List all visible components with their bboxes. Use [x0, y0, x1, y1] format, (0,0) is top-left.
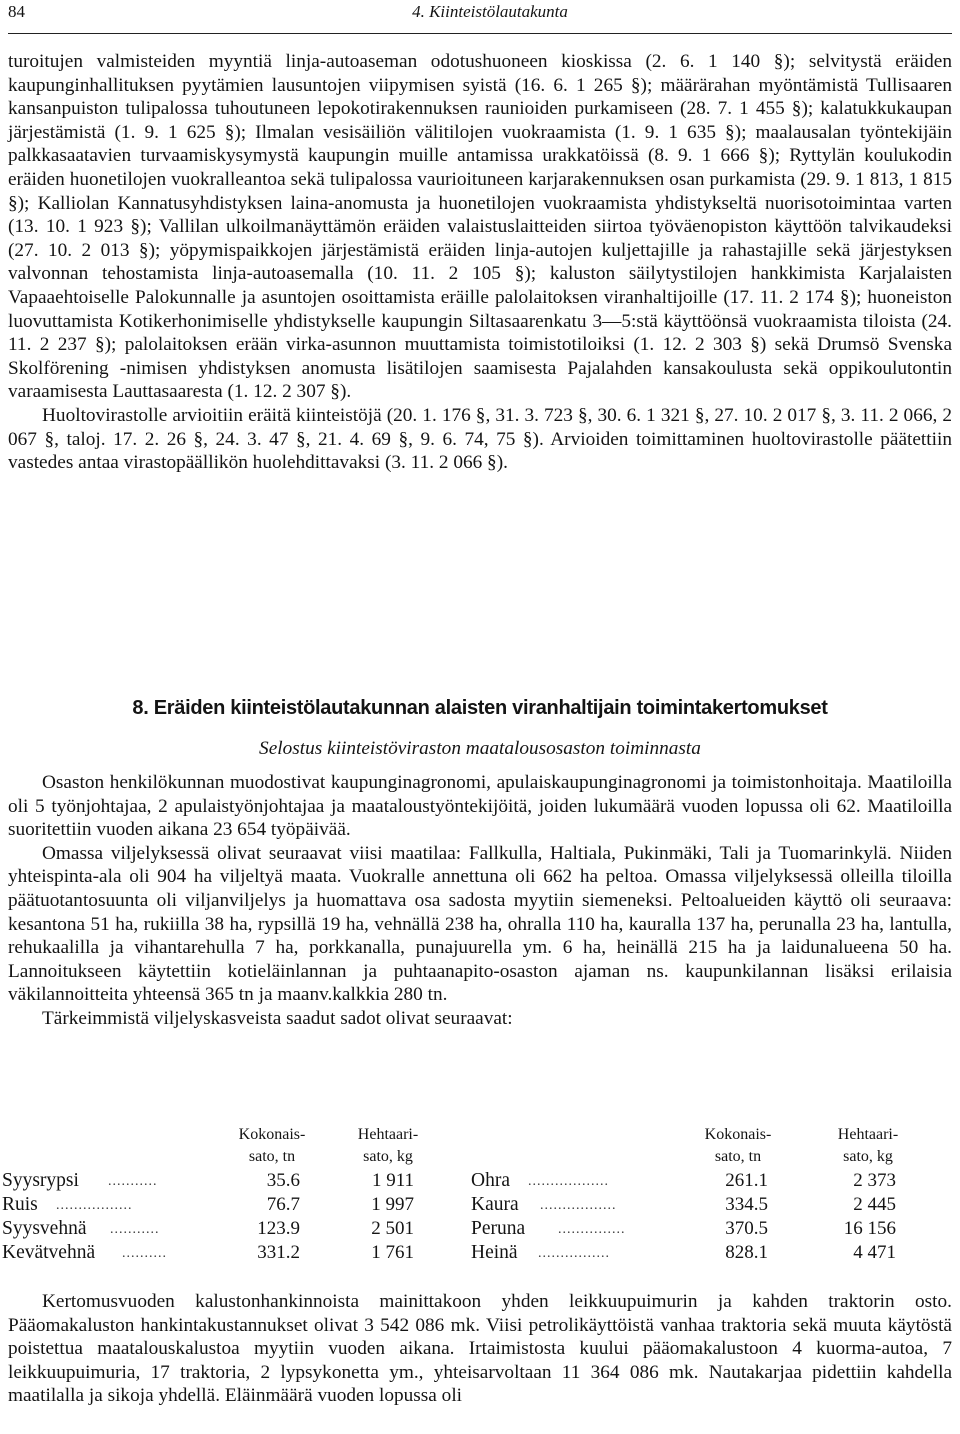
page-header — [8, 2, 952, 32]
header-rule — [8, 33, 952, 34]
body-text-mid — [8, 771, 952, 1031]
table-row: Kevätvehnä .......... 331.2 1 761 Heinä ................ 828.1 4 471 — [2, 1242, 896, 1263]
column-header-total-right: Kokonais- sato, tn — [704, 1126, 772, 1165]
page-number: 84 — [8, 2, 25, 21]
paragraph: Kertomusvuoden kalustonhankinnoista mainittakoon yhden leikkuupuimurin ja kahden traktorin osto. Pääomakaluston hankintakustannukset olivat 3 542 086 mk. Viisi petrolikäyttöistä vanhaa traktoria sekä muuta käytöstä poistettua maatalouskalustoa myytiin vuoden aikana. Irtaimistosta kuului pääomakalustoon 4 kuorma-autoa, 7 leikkuupuimuria, 17 traktoria, 2 lypsykonetta ym., yhteisarvoltaan 11 364 086 mk. Nautakarjaa pidettiin kahdella maatilalla ja sikoja yhdellä. Eläinmäärä vuoden lopussa oli — [8, 1291, 952, 1407]
section-subtitle: Selostus kiinteistöviraston maatalousosaston toiminnasta — [259, 738, 701, 759]
paragraph: Huoltovirastolle arvioitiin eräitä kiinteistöjä (20. 1. 176 §, 31. 3. 723 §, 30. 6. 1 321 §, 27. 10. 2 017 §, 3. 11. 2 066, 2 067 §, taloj. 17. 2. 26 §, 24. 3. 47 §, 21. 4. 69 §, 9. 6. 74, 75 §). Arvioiden toimittaminen huoltovirastolle päätettiin vastedes antaa virastopäällikön huolehdittavaksi (3. 11. 2 066 §). — [8, 404, 952, 474]
body-text-bottom — [8, 1290, 952, 1408]
table-row: Syysrypsi ........... 35.6 1 911 Ohra .................. 261.1 2 373 — [2, 1170, 896, 1191]
table-row: Ruis ................. 76.7 1 997 Kaura ................. 334.5 2 445 — [2, 1194, 896, 1215]
column-header-total-left: Kokonais- sato, tn — [238, 1126, 306, 1165]
body-text-top — [8, 50, 952, 475]
column-header-per-ha-left: Hehtaari- sato, kg — [357, 1126, 419, 1165]
running-title: 4. Kiinteistölautakunta — [412, 2, 568, 21]
yield-table — [0, 1124, 960, 1274]
paragraph: Tärkeimmistä viljelyskasveista saadut sadot olivat seuraavat: — [42, 1007, 513, 1029]
paragraph: Osaston henkilökunnan muodostivat kaupunginagronomi, apulaiskaupunginagronomi ja toimistonhoitaja. Maatiloilla oli 5 työnjohtajaa, 2 apulaistyönjohtajaa ja maataloustyöntekijöitä, joiden lukumäärä vuoden lopussa oli 62. Maatiloilla suoritettiin vuoden aikana 23 654 työpäivää. — [8, 772, 952, 841]
paragraph: turoitujen valmisteiden myyntiä linja-autoaseman odotushuoneen kioskissa (2. 6. 1 140 §); selvitystä eräiden kaupunginhallituksen pyytämien lausuntojen viipymisen syistä (16. 6. 1 265 §); määrärahan myöntämistä Tullisaaren kansanpuiston tulipalossa tuhoutuneen lepokotirakennuksen raunioiden purkamiseen (28. 7. 1 455 §); kalatukkukaupan järjestämistä (1. 9. 1 625 §); Ilmalan vesisäiliön välitilojen vuokraamista (1. 9. 1 635 §); maalausalan työntekijäin palkkasaatavien turvaamiskysymystä kaupungin muille antamissa urakkatöissä (8. 9. 1 666 §); Ryttylän koulukodin eräiden huonetilojen vuokralleantoa sekä tulipalossa vaurioituneen karjarakennuksen osan purkamista (29. 9. 1 813, 1 815 §); Kalliolan Kannatusyhdistyksen laina-anomusta ja huonetilojen vuokraamista yhdistykseltä nuorisotoimintaa varten (13. 10. 1 923 §); Vallilan ulkoilmanäyttämön eräiden valaistuslaitteiden siirtoa työväenopiston käyttöön talvikaudeksi (27. 10. 2 013 §); yöpymispaikkojen järjestämistä eräiden linja-autojen kuljettajille ja rahastajille sekä järjestyksen valvonnan tehostamista linja-autoasemalla (10. 11. 2 105 §); kaluston säilytystilojen hankkimista Karjalaisten Vapaaehtoiselle Palokunnalle ja asuntojen osoittamista eräille palolaitoksen viranhaltijoille (17. 11. 2 174 §); huoneiston luovuttamista Kotikerhonimiselle yhdistykselle kaupungin Siltasaarenkatu 3—5:stä käyttöönsä vuokraamista tiloista (24. 11. 2 237 §); palolaitoksen erään virka-asunnon muuttamista toimistotiloiksi (1. 12. 2 303 §) sekä Drumsö Svenska Skolförening -nimisen yhdistyksen anomusta lisätilojen saamisesta Pajalahden kansakoulusta sekä oppikoulutontin varaamisesta Lauttasaaresta (1. 12. 2 307 §). — [8, 51, 952, 403]
table-row: Syysvehnä ........... 123.9 2 501 Peruna ............... 370.5 16 156 — [2, 1218, 896, 1239]
section-title: 8. Eräiden kiinteistölautakunnan alaisten viranhaltijain toimintakertomukset — [132, 697, 828, 719]
column-header-per-ha-right: Hehtaari- sato, kg — [837, 1126, 899, 1165]
paragraph: Omassa viljelyksessä olivat seuraavat viisi maatilaa: Fallkulla, Haltiala, Pukinmäki, Tali ja Tuomarinkylä. Niiden yhteispinta-ala oli 904 ha viljeltyä maata. Vuokralle annettuna oli 662 ha peltoa. Omassa viljelyksessä olleilla tiloilla päätuotantosuunta oli viljanviljelys ja huomattava osa sadosta myytiin siemeneksi. Peltoalueiden käyttö oli seuraava: kesantona 51 ha, rukiilla 38 ha, rypsillä 19 ha, vehnällä 238 ha, ohralla 110 ha, kauralla 137 ha, perunalla 23 ha, lantulla, rehukaalilla ja vihantarehulla 7 ha, porkkanalla, punajuurella ym. 6 ha, heinällä 215 ha ja laidunalueena 50 ha. Lannoitukseen käytettiin kotieläinlannan ja puhtaanapito-osaston ajaman ns. kaupunkilannan lisäksi erilaisia väkilannoitteita yhteensä 365 tn ja maanv.kalkkia 280 tn. — [8, 842, 952, 1006]
